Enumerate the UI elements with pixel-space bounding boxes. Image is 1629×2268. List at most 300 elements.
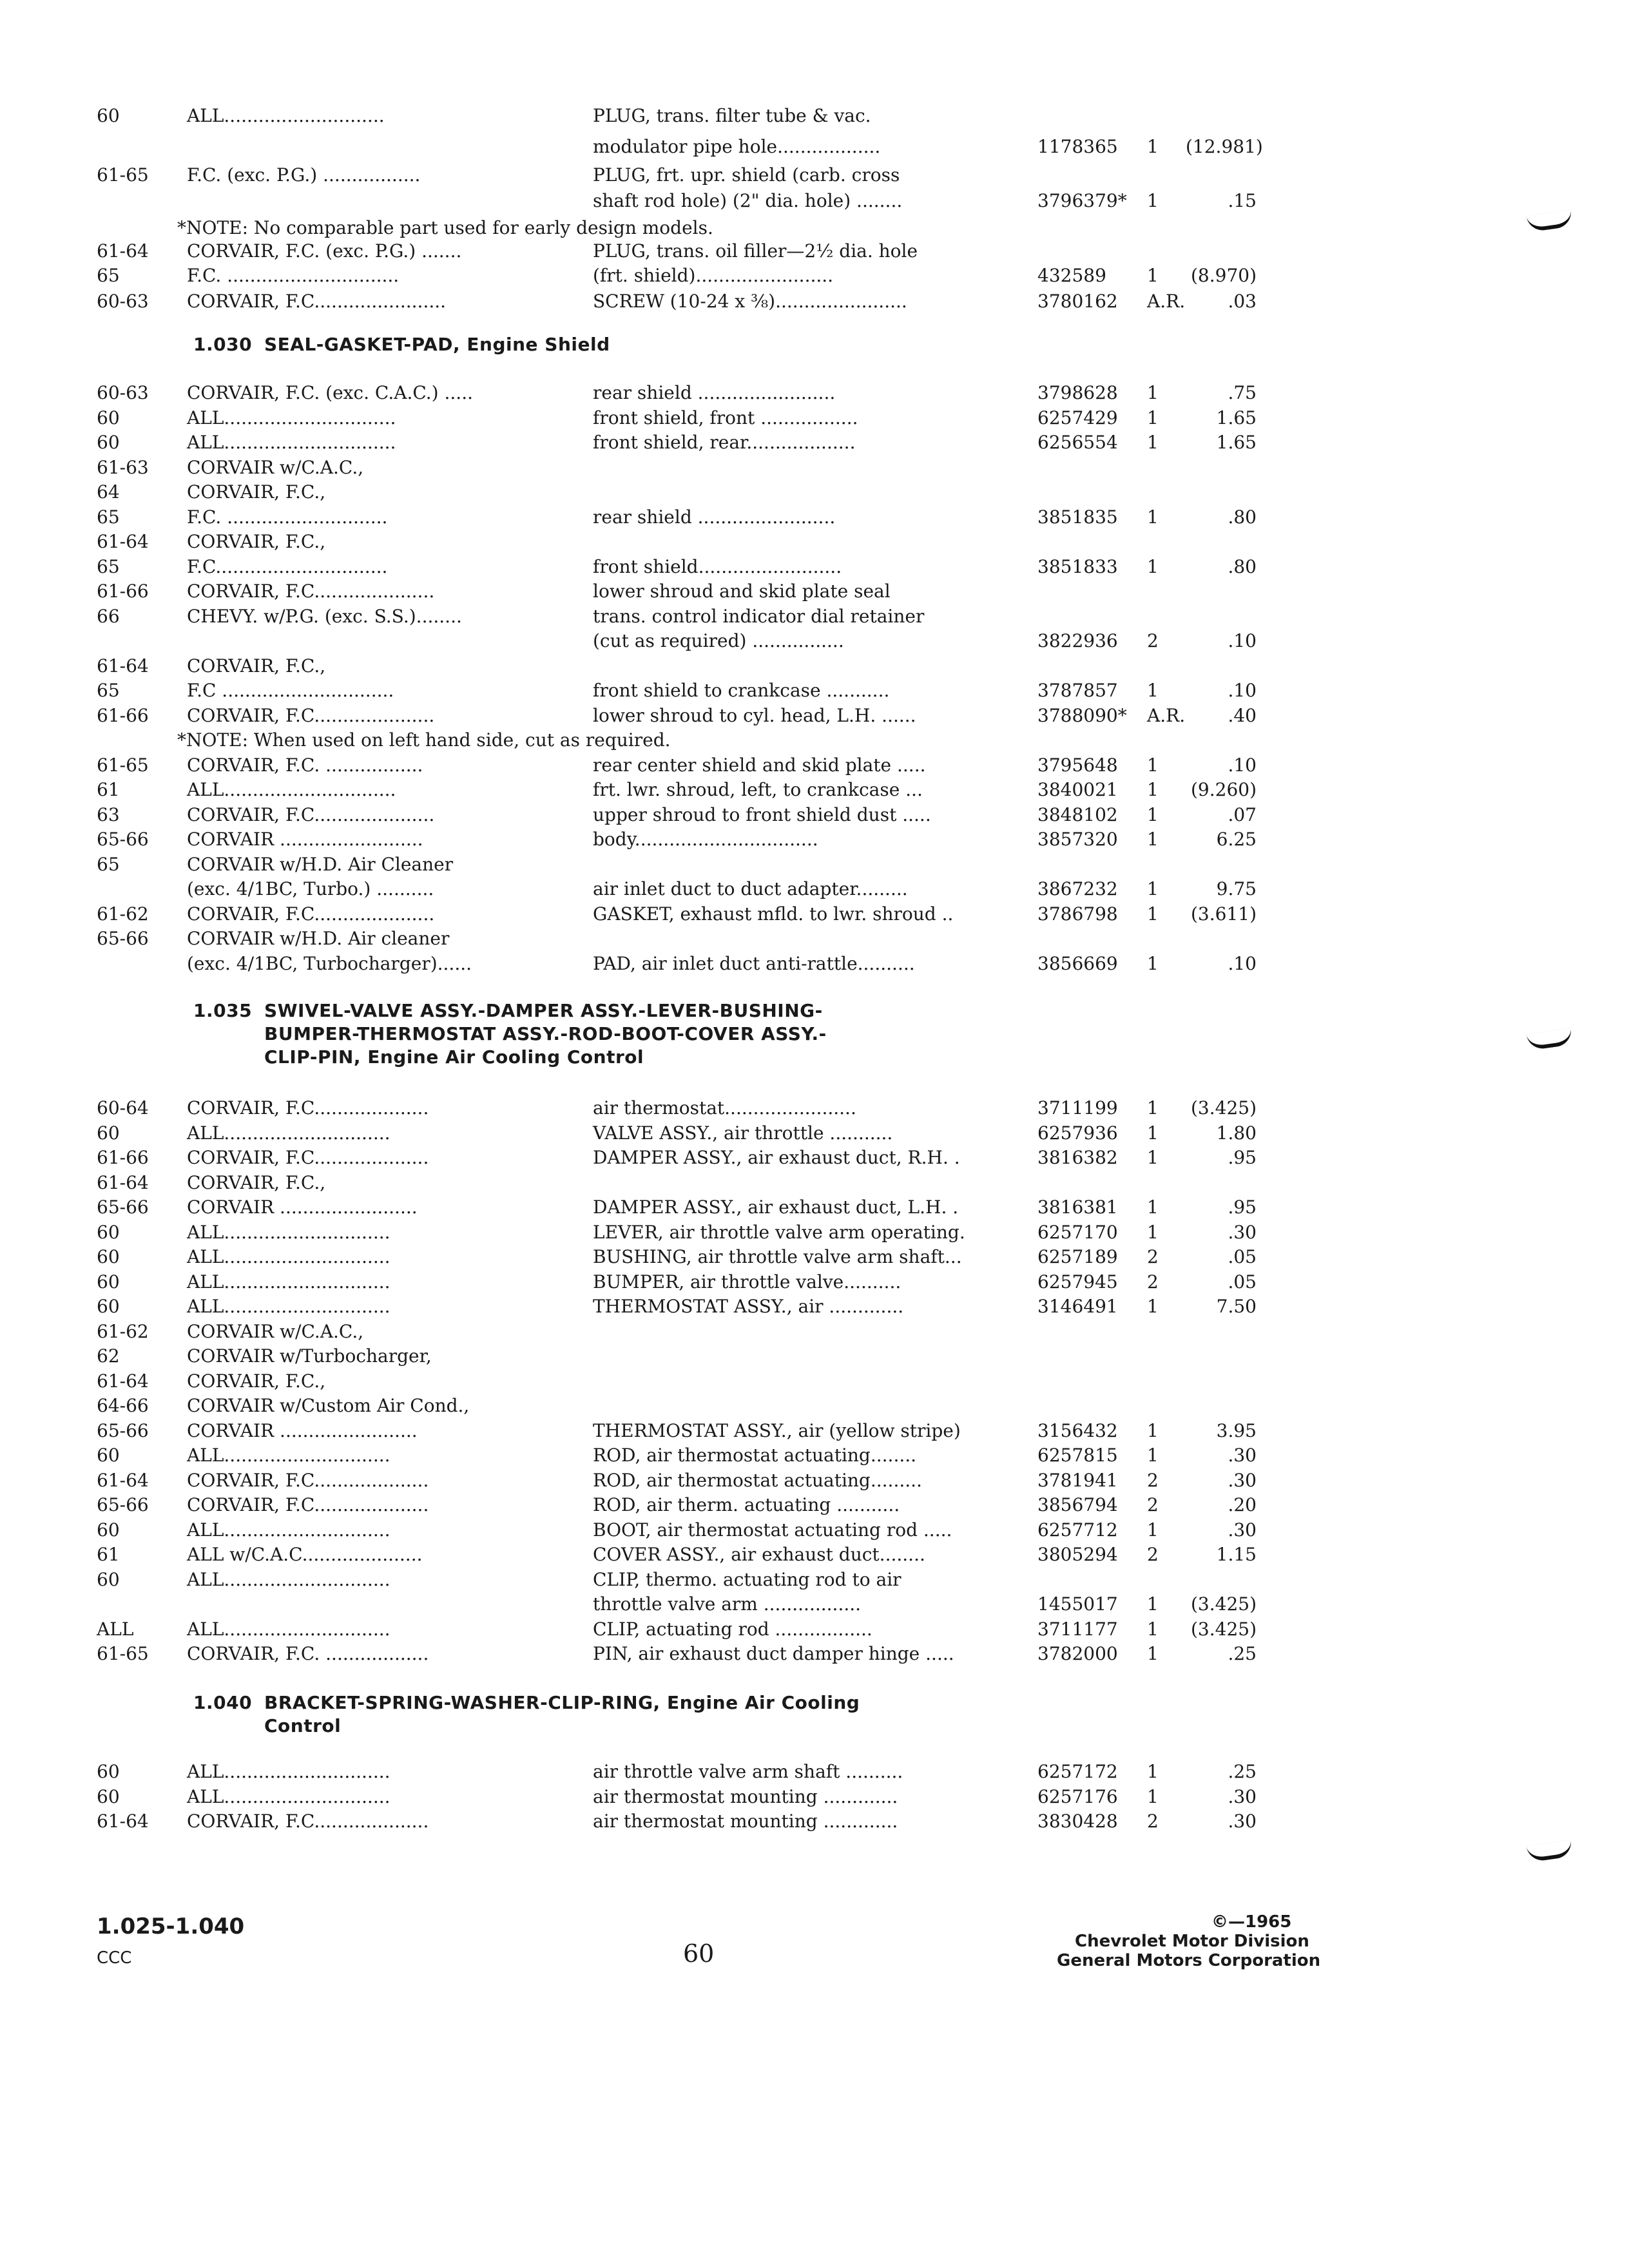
footer-section-range: 1.025-1.040 <box>97 1914 245 1939</box>
table-row <box>0 727 1629 753</box>
part-number-cell: 3857320 <box>1037 829 1118 850</box>
application-cell: CORVAIR w/C.A.C., <box>187 1320 364 1342</box>
year-cell: 60-64 <box>97 1097 149 1119</box>
table-row <box>0 1120 1629 1146</box>
quantity-cell: 1 <box>1147 265 1159 286</box>
price-cell: 1.65 <box>1216 407 1257 428</box>
part-number-cell: 6257945 <box>1037 1271 1118 1293</box>
application-cell: CORVAIR, F.C.................... <box>187 1469 429 1491</box>
price-cell: .10 <box>1228 754 1257 776</box>
price-cell: .10 <box>1228 680 1257 701</box>
year-cell: 61-66 <box>97 1147 149 1168</box>
quantity-cell: 1 <box>1147 1618 1159 1640</box>
description-cell: upper shroud to front shield dust ..... <box>593 803 931 825</box>
price-cell: (3.425) <box>1190 1593 1257 1615</box>
application-cell: CORVAIR ........................ <box>187 1419 418 1441</box>
part-number-cell: 6257815 <box>1037 1445 1118 1466</box>
part-number-cell: 3796379* <box>1037 190 1127 211</box>
price-cell: .05 <box>1228 1246 1257 1267</box>
year-cell: 63 <box>97 803 120 825</box>
description-cell: DAMPER ASSY., air exhaust duct, R.H. . <box>593 1147 960 1168</box>
table-row <box>0 215 1629 241</box>
year-cell: 60-63 <box>97 291 149 312</box>
table-row <box>0 1319 1629 1345</box>
description-cell: (cut as required) ................ <box>593 630 844 651</box>
quantity-cell: A.R. <box>1147 704 1186 726</box>
table-row <box>0 529 1629 555</box>
application-cell: ALL............................. <box>187 1122 390 1144</box>
quantity-cell: 1 <box>1147 1122 1159 1144</box>
table-row <box>0 1468 1629 1494</box>
table-row <box>0 1369 1629 1394</box>
table-row <box>0 1393 1629 1419</box>
part-number-cell: 6257429 <box>1037 407 1118 428</box>
quantity-cell: 1 <box>1147 952 1159 974</box>
price-cell: .20 <box>1228 1494 1257 1515</box>
application-cell: ALL............................. <box>187 1618 390 1640</box>
quantity-cell: 1 <box>1147 829 1159 850</box>
quantity-cell: 1 <box>1147 555 1159 577</box>
table-row <box>0 263 1629 289</box>
application-cell: *NOTE: When used on left hand side, cut as required. <box>177 729 671 751</box>
table-row <box>0 1195 1629 1220</box>
year-cell: 60 <box>97 105 120 126</box>
application-cell: ALL.............................. <box>187 779 396 800</box>
price-cell: (3.611) <box>1190 903 1257 925</box>
application-cell: ALL............................ <box>187 105 385 126</box>
description-cell: COVER ASSY., air exhaust duct........ <box>593 1544 925 1565</box>
year-cell: 65 <box>97 853 120 875</box>
application-cell: CORVAIR, F.C., <box>187 655 326 677</box>
section-heading-1035: 1.035 SWIVEL-VALVE ASSY.-DAMPER ASSY.-LEVER-BUSHING- <box>193 1000 823 1021</box>
description-cell: frt. lwr. shroud, left, to crankcase ... <box>593 779 923 800</box>
description-cell: rear shield ........................ <box>593 506 836 528</box>
quantity-cell: 1 <box>1147 506 1159 528</box>
part-number-cell: 3798628 <box>1037 382 1118 403</box>
description-cell: front shield......................... <box>593 555 842 577</box>
year-cell: 60 <box>97 407 120 428</box>
table-row <box>0 479 1629 505</box>
table-row <box>0 926 1629 952</box>
quantity-cell: 1 <box>1147 903 1159 925</box>
year-cell: 61-64 <box>97 240 149 262</box>
year-cell: 60 <box>97 1519 120 1541</box>
description-cell: PLUG, trans. filter tube & vac. <box>593 105 871 126</box>
year-cell: ALL <box>97 1618 134 1640</box>
year-cell: 61-62 <box>97 903 149 925</box>
table-row <box>0 1269 1629 1295</box>
quantity-cell: 1 <box>1147 1147 1159 1168</box>
price-cell: (8.970) <box>1190 265 1257 286</box>
table-row <box>0 188 1629 214</box>
quantity-cell: 1 <box>1147 680 1159 701</box>
quantity-cell: 1 <box>1147 1593 1159 1615</box>
description-cell: (frt. shield)........................ <box>593 265 834 286</box>
table-row <box>0 1220 1629 1245</box>
application-cell: (exc. 4/1BC, Turbo.) .......... <box>187 878 434 899</box>
description-cell: air thermostat mounting ............. <box>593 1811 898 1832</box>
table-row <box>0 430 1629 456</box>
year-cell: 60 <box>97 1271 120 1293</box>
description-cell: BUMPER, air throttle valve.......... <box>593 1271 901 1293</box>
quantity-cell: 2 <box>1147 1469 1159 1491</box>
price-cell: .80 <box>1228 506 1257 528</box>
table-row <box>0 1343 1629 1369</box>
year-cell: 65-66 <box>97 1494 149 1515</box>
table-row <box>0 777 1629 803</box>
year-cell: 65-66 <box>97 829 149 850</box>
description-cell: THERMOSTAT ASSY., air ............. <box>593 1296 904 1317</box>
description-cell: PIN, air exhaust duct damper hinge ..... <box>593 1643 954 1664</box>
application-cell: CHEVY. w/P.G. (exc. S.S.)........ <box>187 605 462 627</box>
year-cell: 61-63 <box>97 456 149 478</box>
application-cell: ALL............................. <box>187 1785 390 1807</box>
year-cell: 60 <box>97 1296 120 1317</box>
price-cell: .15 <box>1228 190 1257 211</box>
price-cell: (12.981) <box>1186 136 1263 157</box>
description-cell: THERMOSTAT ASSY., air (yellow stripe) <box>593 1419 961 1441</box>
year-cell: 61-65 <box>97 1643 149 1664</box>
price-cell: .10 <box>1228 630 1257 651</box>
application-cell: ALL............................. <box>187 1246 390 1267</box>
quantity-cell: 1 <box>1147 1445 1159 1466</box>
year-cell: 66 <box>97 605 120 627</box>
price-cell: .03 <box>1228 291 1257 312</box>
part-number-cell: 3781941 <box>1037 1469 1118 1491</box>
table-row <box>0 579 1629 604</box>
price-cell: .30 <box>1228 1811 1257 1832</box>
table-row <box>0 852 1629 878</box>
year-cell: 60 <box>97 1246 120 1267</box>
price-cell: .07 <box>1228 803 1257 825</box>
year-cell: 65 <box>97 506 120 528</box>
year-cell: 60 <box>97 432 120 453</box>
price-cell: 6.25 <box>1216 829 1257 850</box>
table-row <box>0 703 1629 729</box>
description-cell: lower shroud and skid plate seal <box>593 581 891 602</box>
price-cell: .30 <box>1228 1785 1257 1807</box>
price-cell: .25 <box>1228 1643 1257 1664</box>
application-cell: CORVAIR, F.C., <box>187 1370 326 1392</box>
application-cell: (exc. 4/1BC, Turbocharger)...... <box>187 952 472 974</box>
part-number-cell: 3830428 <box>1037 1811 1118 1832</box>
price-cell: .75 <box>1228 382 1257 403</box>
application-cell: CORVAIR, F.C. (exc. P.G.) ....... <box>187 240 462 262</box>
year-cell: 60 <box>97 1785 120 1807</box>
part-number-cell: 1455017 <box>1037 1593 1118 1615</box>
price-cell: 1.80 <box>1216 1122 1257 1144</box>
price-cell: .10 <box>1228 952 1257 974</box>
table-row <box>0 1591 1629 1617</box>
application-cell: ALL............................. <box>187 1221 390 1243</box>
description-cell: modulator pipe hole.................. <box>593 136 881 157</box>
year-cell: 65-66 <box>97 928 149 949</box>
quantity-cell: 2 <box>1147 1494 1159 1515</box>
application-cell: F.C.............................. <box>187 555 388 577</box>
table-row <box>0 876 1629 902</box>
table-row <box>0 289 1629 314</box>
description-cell: air inlet duct to duct adapter......... <box>593 878 908 899</box>
part-number-cell: 6257172 <box>1037 1761 1118 1782</box>
application-cell: CORVAIR, F.C..................... <box>187 903 435 925</box>
description-cell: ROD, air thermostat actuating........ <box>593 1445 917 1466</box>
application-cell: CORVAIR w/H.D. Air cleaner <box>187 928 450 949</box>
description-cell: ROD, air therm. actuating ........... <box>593 1494 900 1515</box>
description-cell: front shield, rear................... <box>593 432 856 453</box>
application-cell: ALL............................. <box>187 1296 390 1317</box>
application-cell: CORVAIR ........................ <box>187 1196 418 1218</box>
table-row <box>0 103 1629 129</box>
part-number-cell: 3146491 <box>1037 1296 1118 1317</box>
table-row <box>0 1170 1629 1196</box>
year-cell: 61-66 <box>97 704 149 726</box>
table-row <box>0 455 1629 481</box>
description-cell: lower shroud to cyl. head, L.H. ...... <box>593 704 916 726</box>
description-cell: throttle valve arm ................. <box>593 1593 862 1615</box>
year-cell: 65 <box>97 680 120 701</box>
description-cell: body................................ <box>593 829 818 850</box>
application-cell: CORVAIR, F.C.................... <box>187 1097 429 1119</box>
footer-corporation: General Motors Corporation <box>1057 1951 1321 1970</box>
part-number-cell: 3788090* <box>1037 704 1127 726</box>
table-row <box>0 901 1629 927</box>
quantity-cell: 1 <box>1147 803 1159 825</box>
application-cell: CORVAIR ......................... <box>187 829 423 850</box>
part-number-cell: 3851833 <box>1037 555 1118 577</box>
application-cell: ALL............................. <box>187 1761 390 1782</box>
year-cell: 60 <box>97 1761 120 1782</box>
footer-code: CCC <box>97 1948 132 1968</box>
year-cell: 65 <box>97 265 120 286</box>
application-cell: CORVAIR, F.C., <box>187 481 326 503</box>
quantity-cell: 1 <box>1147 136 1159 157</box>
quantity-cell: 1 <box>1147 1419 1159 1441</box>
application-cell: CORVAIR w/H.D. Air Cleaner <box>187 853 454 875</box>
part-number-cell: 3816381 <box>1037 1196 1118 1218</box>
year-cell: 61-65 <box>97 164 149 186</box>
quantity-cell: 1 <box>1147 382 1159 403</box>
part-number-cell: 3851835 <box>1037 506 1118 528</box>
section-heading-1040: 1.040 BRACKET-SPRING-WASHER-CLIP-RING, Engine Air Cooling <box>193 1692 860 1713</box>
application-cell: ALL............................. <box>187 1568 390 1590</box>
part-number-cell: 3867232 <box>1037 878 1118 899</box>
application-cell: ALL............................. <box>187 1519 390 1541</box>
part-number-cell: 6257712 <box>1037 1519 1118 1541</box>
year-cell: 65 <box>97 555 120 577</box>
table-row <box>0 1418 1629 1444</box>
application-cell: F.C .............................. <box>187 680 394 701</box>
quantity-cell: 1 <box>1147 878 1159 899</box>
description-cell: PLUG, frt. upr. shield (carb. cross <box>593 164 900 186</box>
year-cell: 61-66 <box>97 581 149 602</box>
part-number-cell: 3856794 <box>1037 1494 1118 1515</box>
price-cell: (3.425) <box>1190 1097 1257 1119</box>
quantity-cell: 1 <box>1147 407 1159 428</box>
part-number-cell: 3711199 <box>1037 1097 1118 1119</box>
quantity-cell: 1 <box>1147 1196 1159 1218</box>
application-cell: *NOTE: No comparable part used for early design models. <box>177 217 713 238</box>
description-cell: DAMPER ASSY., air exhaust duct, L.H. . <box>593 1196 959 1218</box>
application-cell: CORVAIR, F.C.................... <box>187 1147 429 1168</box>
description-cell: air thermostat mounting ............. <box>593 1785 898 1807</box>
section-heading-1030: 1.030 SEAL-GASKET-PAD, Engine Shield <box>193 334 610 355</box>
table-row <box>0 951 1629 977</box>
quantity-cell: 1 <box>1147 1097 1159 1119</box>
application-cell: CORVAIR, F.C..................... <box>187 803 435 825</box>
table-row <box>0 1617 1629 1642</box>
part-number-cell: 6257170 <box>1037 1221 1118 1243</box>
table-row <box>0 1542 1629 1568</box>
application-cell: F.C. ............................ <box>187 506 388 528</box>
price-cell: 1.65 <box>1216 432 1257 453</box>
description-cell: rear shield ........................ <box>593 382 836 403</box>
quantity-cell: 2 <box>1147 630 1159 651</box>
price-cell: .40 <box>1228 704 1257 726</box>
description-cell: ROD, air thermostat actuating......... <box>593 1469 922 1491</box>
table-row <box>0 1641 1629 1667</box>
table-row <box>0 380 1629 406</box>
part-number-cell: 6256554 <box>1037 432 1118 453</box>
year-cell: 65-66 <box>97 1419 149 1441</box>
quantity-cell: 2 <box>1147 1246 1159 1267</box>
price-cell: (9.260) <box>1190 779 1257 800</box>
application-cell: CORVAIR w/C.A.C., <box>187 456 364 478</box>
table-row <box>0 628 1629 654</box>
part-number-cell: 3786798 <box>1037 903 1118 925</box>
quantity-cell: 1 <box>1147 190 1159 211</box>
description-cell: SCREW (10-24 x ⅜)....................... <box>593 291 907 312</box>
price-cell: .25 <box>1228 1761 1257 1782</box>
table-row <box>0 1095 1629 1121</box>
year-cell: 61-64 <box>97 1811 149 1832</box>
part-number-cell: 6257936 <box>1037 1122 1118 1144</box>
application-cell: ALL............................. <box>187 1445 390 1466</box>
description-cell: shaft rod hole) (2" dia. hole) ........ <box>593 190 903 211</box>
table-row <box>0 134 1629 160</box>
application-cell: CORVAIR, F.C., <box>187 531 326 552</box>
application-cell: CORVAIR, F.C.................... <box>187 1494 429 1515</box>
description-cell: LEVER, air throttle valve arm operating. <box>593 1221 965 1243</box>
quantity-cell: 1 <box>1147 1296 1159 1317</box>
application-cell: ALL w/C.A.C..................... <box>187 1544 423 1565</box>
quantity-cell: 1 <box>1147 754 1159 776</box>
application-cell: CORVAIR, F.C., <box>187 1171 326 1193</box>
description-cell: air throttle valve arm shaft .......... <box>593 1761 903 1782</box>
table-row <box>0 1567 1629 1593</box>
table-row <box>0 1443 1629 1468</box>
table-row <box>0 753 1629 778</box>
description-cell: GASKET, exhaust mfld. to lwr. shroud .. <box>593 903 954 925</box>
year-cell: 61-64 <box>97 1370 149 1392</box>
binding-mark <box>1527 1840 1574 1862</box>
table-row <box>0 802 1629 828</box>
price-cell: 7.50 <box>1216 1296 1257 1317</box>
application-cell: CORVAIR, F.C..................... <box>187 704 435 726</box>
price-cell: .30 <box>1228 1519 1257 1541</box>
footer-copyright: ©—1965 <box>1211 1912 1292 1932</box>
description-cell: PAD, air inlet duct anti-rattle.......... <box>593 952 915 974</box>
table-row <box>0 1244 1629 1270</box>
price-cell: .95 <box>1228 1196 1257 1218</box>
table-row <box>0 1759 1629 1785</box>
part-number-cell: 1178365 <box>1037 136 1118 157</box>
quantity-cell: 1 <box>1147 1221 1159 1243</box>
part-number-cell: 3856669 <box>1037 952 1118 974</box>
part-number-cell: 3805294 <box>1037 1544 1118 1565</box>
application-cell: CORVAIR, F.C....................... <box>187 291 447 312</box>
year-cell: 61 <box>97 779 120 800</box>
year-cell: 60 <box>97 1221 120 1243</box>
part-number-cell: 6257189 <box>1037 1246 1118 1267</box>
footer-division: Chevrolet Motor Division <box>1075 1932 1309 1951</box>
part-number-cell: 3782000 <box>1037 1643 1118 1664</box>
description-cell: PLUG, trans. oil filler—2½ dia. hole <box>593 240 918 262</box>
part-number-cell: 6257176 <box>1037 1785 1118 1807</box>
section-heading-1040-line2: Control <box>264 1715 342 1736</box>
price-cell: 1.15 <box>1216 1544 1257 1565</box>
description-cell: BOOT, air thermostat actuating rod ..... <box>593 1519 952 1541</box>
section-heading-1035-line2: BUMPER-THERMOSTAT ASSY.-ROD-BOOT-COVER ASSY.- <box>264 1023 827 1044</box>
table-row <box>0 827 1629 852</box>
table-row <box>0 554 1629 580</box>
year-cell: 62 <box>97 1345 120 1367</box>
quantity-cell: A.R. <box>1147 291 1186 312</box>
table-row <box>0 1517 1629 1543</box>
price-cell: (3.425) <box>1190 1618 1257 1640</box>
application-cell: ALL............................. <box>187 1271 390 1293</box>
quantity-cell: 1 <box>1147 1643 1159 1664</box>
application-cell: CORVAIR, F.C..................... <box>187 581 435 602</box>
table-row <box>0 1492 1629 1518</box>
part-number-cell: 3787857 <box>1037 680 1118 701</box>
table-row <box>0 604 1629 629</box>
price-cell: .30 <box>1228 1469 1257 1491</box>
description-cell: VALVE ASSY., air throttle ........... <box>593 1122 893 1144</box>
page-number: 60 <box>683 1939 715 1968</box>
price-cell: .80 <box>1228 555 1257 577</box>
part-number-cell: 3822936 <box>1037 630 1118 651</box>
year-cell: 60-63 <box>97 382 149 403</box>
quantity-cell: 1 <box>1147 432 1159 453</box>
quantity-cell: 1 <box>1147 779 1159 800</box>
price-cell: .05 <box>1228 1271 1257 1293</box>
application-cell: CORVAIR, F.C. .................. <box>187 1643 429 1664</box>
year-cell: 61-64 <box>97 1469 149 1491</box>
table-row <box>0 1809 1629 1834</box>
description-cell: front shield, front ................. <box>593 407 858 428</box>
part-number-cell: 3816382 <box>1037 1147 1118 1168</box>
description-cell: front shield to crankcase ........... <box>593 680 890 701</box>
price-cell: .30 <box>1228 1445 1257 1466</box>
description-cell: trans. control indicator dial retainer <box>593 605 925 627</box>
table-row <box>0 162 1629 188</box>
table-row <box>0 653 1629 679</box>
price-cell: 3.95 <box>1216 1419 1257 1441</box>
price-cell: .30 <box>1228 1221 1257 1243</box>
binding-mark <box>1527 1028 1574 1050</box>
year-cell: 61-64 <box>97 531 149 552</box>
quantity-cell: 1 <box>1147 1519 1159 1541</box>
year-cell: 61-64 <box>97 655 149 677</box>
year-cell: 60 <box>97 1445 120 1466</box>
application-cell: CORVAIR, F.C.................... <box>187 1811 429 1832</box>
year-cell: 61-62 <box>97 1320 149 1342</box>
part-number-cell: 3156432 <box>1037 1419 1118 1441</box>
part-number-cell: 3711177 <box>1037 1618 1118 1640</box>
quantity-cell: 2 <box>1147 1544 1159 1565</box>
table-row <box>0 1294 1629 1320</box>
application-cell: ALL.............................. <box>187 432 396 453</box>
